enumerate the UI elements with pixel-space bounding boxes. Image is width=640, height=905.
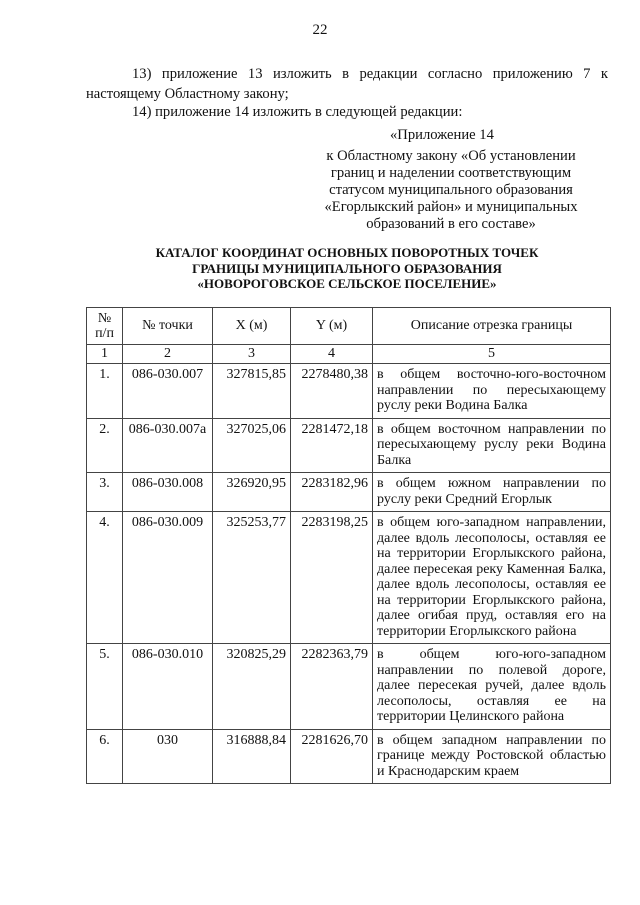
coordinates-table: [86, 307, 611, 784]
table-row: [87, 512, 611, 644]
appendix-subtitle-line: статусом муниципального образования: [329, 182, 573, 198]
column-number-row: [87, 345, 611, 364]
header-description: Описание отрезка границы: [373, 308, 611, 345]
point-id: 086-030.010: [123, 644, 213, 730]
appendix-subtitle-line: образований в его составе»: [366, 216, 536, 232]
table-row: [87, 418, 611, 473]
y-coordinate: 2281472,18: [291, 418, 373, 473]
column-number: 1: [87, 345, 123, 364]
table-row: [87, 644, 611, 730]
row-number: 5.: [87, 644, 123, 730]
column-number: 4: [291, 345, 373, 364]
catalog-title-line: «НОВОРОГОВСКОЕ СЕЛЬСКОЕ ПОСЕЛЕНИЕ»: [197, 276, 497, 291]
segment-description: в общем восточном направлении по пересыхающему руслу реки Водина Балка: [373, 418, 611, 473]
header-x: X (м): [213, 308, 291, 345]
column-number: 5: [373, 345, 611, 364]
x-coordinate: 316888,84: [213, 729, 291, 784]
table-row: [87, 473, 611, 512]
header-y: Y (м): [291, 308, 373, 345]
row-number: 6.: [87, 729, 123, 784]
appendix-subtitle-line: к Областному закону «Об установлении: [326, 148, 576, 164]
y-coordinate: 2283198,25: [291, 512, 373, 644]
header-number-line: №: [97, 310, 112, 326]
point-id: 086-030.007а: [123, 418, 213, 473]
point-id: 086-030.008: [123, 473, 213, 512]
segment-description: в общем восточно-юго-восточном направлении по пересыхающему руслу реки Водина Балка: [373, 364, 611, 419]
segment-description: в общем западном направлении по границе между Ростовской областью и Краснодарским краем: [373, 729, 611, 784]
catalog-title: [86, 245, 608, 292]
header-number: [87, 308, 123, 345]
segment-description: в общем юго-западном направлении, далее вдоль лесополосы, оставляя ее на территории Егорлыкского района, далее пересекая реку Каменная Балка, далее вдоль лесополосы, оставляя ее на территории Егорлыкского района, далее огибая пруд, оставляя его на территории Егорлыкского района: [373, 512, 611, 644]
appendix-subtitle-line: «Егорлыкский район» и муниципальных: [324, 199, 578, 215]
segment-description: в общем юго-юго-западном направлении по полевой дороге, далее пересекая ручей, далее вдоль лесополосы, оставляя ее на территории Целинского района: [373, 644, 611, 730]
x-coordinate: 320825,29: [213, 644, 291, 730]
y-coordinate: 2281626,70: [291, 729, 373, 784]
appendix-subtitle: [306, 148, 596, 233]
x-coordinate: 325253,77: [213, 512, 291, 644]
point-id: 086-030.007: [123, 364, 213, 419]
row-number: 1.: [87, 364, 123, 419]
appendix-heading: «Приложение 14: [390, 127, 494, 143]
row-number: 2.: [87, 418, 123, 473]
segment-description: в общем южном направлении по руслу реки Средний Егорлык: [373, 473, 611, 512]
table-row: [87, 364, 611, 419]
y-coordinate: 2283182,96: [291, 473, 373, 512]
column-number: 3: [213, 345, 291, 364]
catalog-title-line: ГРАНИЦЫ МУНИЦИПАЛЬНОГО ОБРАЗОВАНИЯ: [192, 260, 502, 276]
page-number: 22: [312, 22, 328, 38]
header-number-line: п/п: [95, 326, 114, 341]
x-coordinate: 327025,06: [213, 418, 291, 473]
paragraph-14: 14) приложение 14 изложить в следующей редакции:: [132, 104, 463, 120]
table-row: [87, 729, 611, 784]
table-header-row: [87, 308, 611, 345]
y-coordinate: 2278480,38: [291, 364, 373, 419]
appendix-subtitle-line: границ и наделении соответствующим: [330, 165, 572, 181]
column-number: 2: [123, 345, 213, 364]
x-coordinate: 327815,85: [213, 364, 291, 419]
row-number: 4.: [87, 512, 123, 644]
catalog-title-line: КАТАЛОГ КООРДИНАТ ОСНОВНЫХ ПОВОРОТНЫХ ТОЧЕК: [155, 245, 539, 260]
paragraph-13: 13) приложение 13 изложить в редакции согласно приложению 7 к настоящему Областному закону;: [86, 66, 608, 102]
point-id: 086-030.009: [123, 512, 213, 644]
row-number: 3.: [87, 473, 123, 512]
x-coordinate: 326920,95: [213, 473, 291, 512]
point-id: 030: [123, 729, 213, 784]
header-point: № точки: [123, 308, 213, 345]
y-coordinate: 2282363,79: [291, 644, 373, 730]
